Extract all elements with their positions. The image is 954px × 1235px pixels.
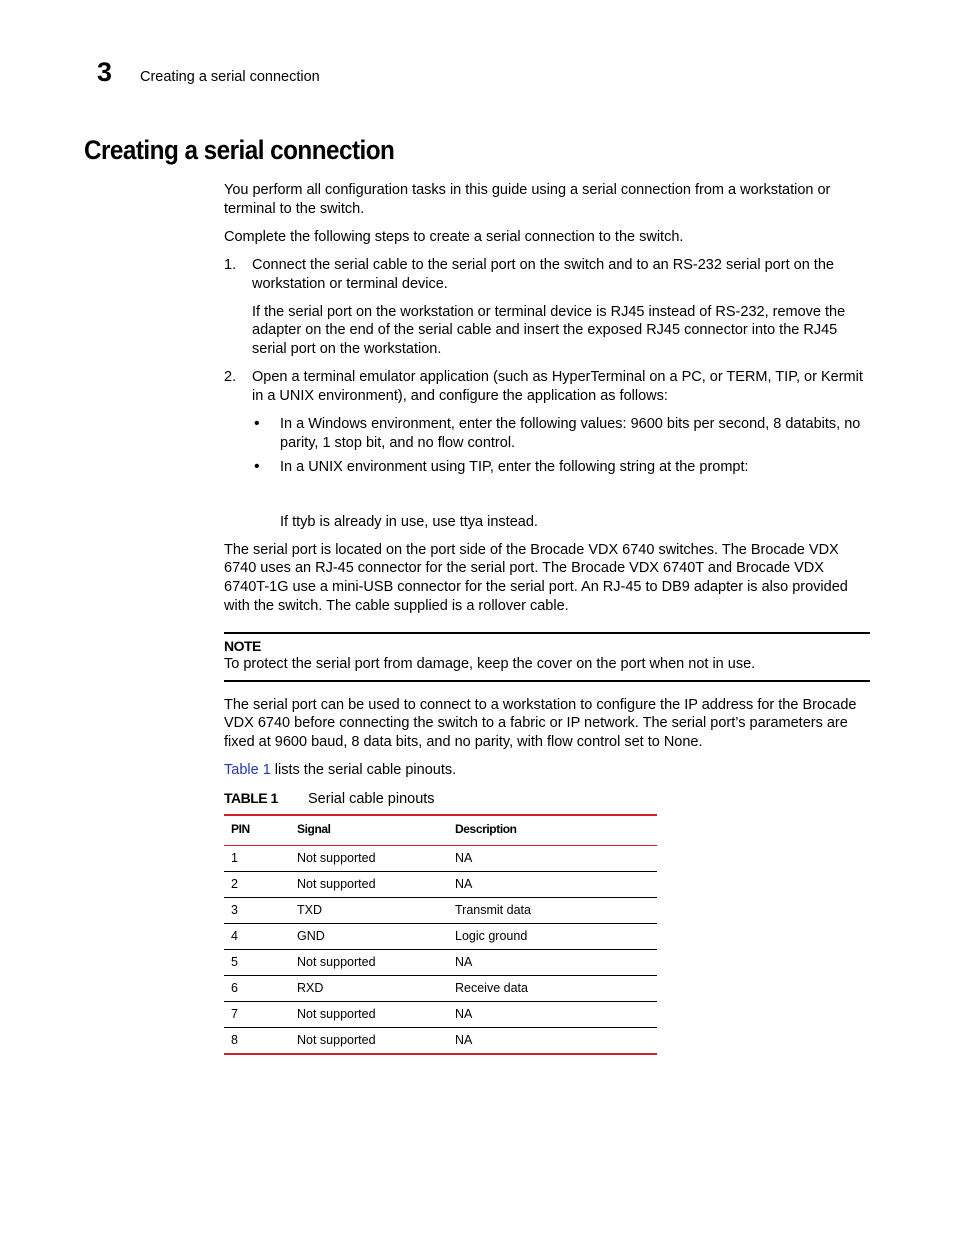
cell-description: Transmit data bbox=[455, 898, 657, 924]
cell-signal: RXD bbox=[297, 976, 455, 1002]
column-header-description: Description bbox=[455, 815, 657, 846]
table-row bbox=[224, 846, 657, 872]
cell-signal: TXD bbox=[297, 898, 455, 924]
note-label: NOTE bbox=[224, 638, 261, 655]
bullet-item bbox=[252, 458, 870, 477]
table-row bbox=[224, 1028, 657, 1055]
note-text: To protect the serial port from damage, keep the cover on the port when not in use. bbox=[224, 656, 756, 673]
cell-description: NA bbox=[455, 1002, 657, 1028]
cell-signal: Not supported bbox=[297, 872, 455, 898]
cell-pin: 6 bbox=[224, 976, 297, 1002]
step-text: Open a terminal emulator application (such as HyperTerminal on a PC, or TERM, TIP, or Kermit in a UNIX environment), and configure the application as follows: bbox=[252, 369, 863, 404]
note-box bbox=[224, 632, 870, 682]
cell-description: Logic ground bbox=[455, 924, 657, 950]
cell-description: Receive data bbox=[455, 976, 657, 1002]
config-paragraph: The serial port can be used to connect to a workstation to configure the IP address for the Brocade VDX 6740 before connecting the switch to a fabric or IP network. The serial port’s parameters are fixed at 9600 baud, 8 data bits, and no parity, with flow control set to None. bbox=[224, 696, 857, 751]
step-number: 2. bbox=[224, 369, 237, 386]
cell-signal: Not supported bbox=[297, 1033, 376, 1048]
cell-description: NA bbox=[455, 846, 657, 872]
cell-pin: 2 bbox=[224, 872, 297, 898]
cell-description: NA bbox=[455, 950, 657, 976]
running-header bbox=[97, 56, 320, 88]
cell-signal: Not supported bbox=[297, 950, 455, 976]
location-paragraph: The serial port is located on the port side of the Brocade VDX 6740 switches. The Brocade VDX 6740 uses an RJ-45 connector for the serial port. The Brocade VDX 6740T and Brocade VDX 6740T-1G use a mini-USB connector for the serial port. An RJ-45 to DB9 adapter is also provided with the switch. The cable supplied is a rollover cable. bbox=[224, 541, 848, 614]
step-after-note: If ttyb is already in use, use ttya instead. bbox=[280, 513, 538, 530]
table-reference bbox=[224, 761, 870, 780]
cell-signal: Not supported bbox=[297, 1002, 455, 1028]
pinout-table bbox=[224, 814, 657, 1055]
table-header-row bbox=[224, 815, 657, 846]
table-label: TABLE 1 bbox=[224, 790, 278, 807]
cell-description: NA bbox=[455, 872, 657, 898]
cell-pin: 4 bbox=[224, 924, 297, 950]
cell-signal: Not supported bbox=[297, 846, 455, 872]
step-1 bbox=[224, 256, 870, 359]
intro-paragraph: Complete the following steps to create a serial connection to the switch. bbox=[224, 228, 684, 245]
step-2 bbox=[224, 368, 870, 531]
bullet-icon: • bbox=[254, 414, 260, 432]
bullet-text: In a Windows environment, enter the following values: 9600 bits per second, 8 databits, no parity, 1 stop bit, and no flow control. bbox=[280, 415, 861, 451]
table-row bbox=[224, 976, 657, 1002]
bullet-item bbox=[252, 415, 870, 452]
table-reference-text: lists the serial cable pinouts. bbox=[270, 762, 457, 779]
table-row bbox=[224, 924, 657, 950]
cell-pin: 1 bbox=[224, 846, 297, 872]
column-header-pin: PIN bbox=[224, 815, 297, 846]
table-caption-text: Serial cable pinouts bbox=[308, 791, 435, 808]
step-text: Connect the serial cable to the serial port on the switch and to an RS-232 serial port on the workstation or terminal device. bbox=[252, 256, 834, 292]
cell-pin: 3 bbox=[224, 898, 297, 924]
cell-description: NA bbox=[455, 1033, 473, 1048]
bullet-icon: • bbox=[254, 458, 260, 476]
bullet-text: In a UNIX environment using TIP, enter the following string at the prompt: bbox=[280, 459, 749, 476]
cell-signal: GND bbox=[297, 924, 455, 950]
chapter-number: 3 bbox=[97, 57, 113, 87]
cell-pin: 8 bbox=[231, 1033, 238, 1048]
step-note: If the serial port on the workstation or terminal device is RJ45 instead of RS-232, remove the adapter on the end of the serial cable and insert the exposed RJ45 connector into the RJ45 serial port on the workstation. bbox=[252, 303, 846, 357]
step-number: 1. bbox=[224, 256, 237, 273]
table-row bbox=[224, 1002, 657, 1028]
table-caption bbox=[224, 789, 870, 809]
page-title: Creating a serial connection bbox=[84, 135, 395, 165]
code-spacer bbox=[252, 483, 870, 513]
cell-pin: 5 bbox=[224, 950, 297, 976]
table-row bbox=[224, 950, 657, 976]
table-link[interactable]: Table 1 bbox=[224, 762, 271, 779]
main-content bbox=[224, 181, 870, 1055]
table-row bbox=[224, 872, 657, 898]
chapter-title: Creating a serial connection bbox=[140, 69, 320, 85]
cell-pin: 7 bbox=[224, 1002, 297, 1028]
table-row bbox=[224, 898, 657, 924]
column-header-signal: Signal bbox=[297, 815, 455, 846]
intro-paragraph: You perform all configuration tasks in this guide using a serial connection from a workstation or terminal to the switch. bbox=[224, 182, 831, 217]
